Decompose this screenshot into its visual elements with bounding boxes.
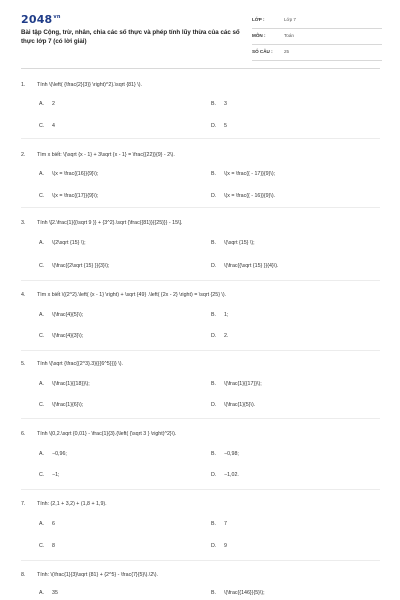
option-letter: B.: [211, 590, 217, 596]
meta-label: LỚP :: [252, 17, 265, 22]
option-text: \(\sqrt {15} \);: [224, 240, 255, 246]
question-stem: [21, 431, 381, 437]
option-text: 1;: [224, 312, 229, 318]
option-text: \(x = \frac{{17}}{9}\);: [52, 193, 99, 199]
question-stem: [21, 292, 381, 298]
option-letter: B.: [211, 312, 217, 318]
question-divider: [21, 560, 380, 561]
site-logo[interactable]: $2048^{vn}$: [21, 13, 61, 26]
question-text: Tính \(\sqrt {\frac{{2^3}.3}{{{6^5}}}} \).: [37, 361, 123, 367]
document-header: [0, 0, 400, 62]
option-letter: B.: [211, 521, 217, 527]
option-b[interactable]: [211, 312, 228, 318]
option-text: \(\frac{{2\sqrt {15} }}{3}\);: [52, 263, 110, 269]
question-stem: [21, 361, 381, 367]
meta-value: Lớp 7: [284, 17, 296, 22]
option-letter: D.: [211, 543, 217, 549]
option-b[interactable]: [211, 101, 227, 107]
option-a[interactable]: [39, 101, 55, 107]
option-c[interactable]: [39, 543, 55, 549]
option-text: \(x = \frac{{ - 17}}{9}\);: [224, 171, 276, 177]
option-a[interactable]: [39, 171, 98, 177]
question-divider: [21, 138, 380, 139]
question-number: 1.: [21, 82, 26, 88]
question-divider: [21, 418, 380, 419]
option-letter: D.: [211, 123, 217, 129]
option-d[interactable]: [211, 263, 278, 269]
question-number: 8.: [21, 572, 26, 578]
option-letter: B.: [211, 381, 217, 387]
question-divider: [21, 489, 380, 490]
option-letter: C.: [39, 123, 45, 129]
option-text: 9: [224, 543, 227, 549]
option-letter: C.: [39, 333, 45, 339]
option-letter: A.: [39, 171, 45, 177]
meta-value: 25: [284, 49, 290, 54]
option-letter: D.: [211, 333, 217, 339]
question-stem: [21, 501, 381, 507]
option-a[interactable]: [39, 381, 90, 387]
option-text: 7: [224, 521, 227, 527]
option-text: 8: [52, 543, 55, 549]
meta-value: Toán: [284, 33, 294, 38]
question-stem: [21, 220, 381, 226]
option-b[interactable]: [211, 240, 255, 246]
option-letter: A.: [39, 101, 45, 107]
question-text: Tính: (2,1 + 3,2) + (1,8 + 1,9).: [37, 501, 107, 507]
option-letter: A.: [39, 451, 45, 457]
option-letter: D.: [211, 193, 217, 199]
question-text: Tính \(\left( {\frac{2}{3}} \right)^2}.\sqrt {81} \).: [37, 82, 142, 88]
option-b[interactable]: [211, 171, 275, 177]
option-text: −1,02.: [224, 472, 239, 478]
question-divider: [21, 350, 380, 351]
option-text: \(\frac{1}{5}\).: [224, 402, 256, 408]
option-d[interactable]: [211, 193, 275, 199]
option-a[interactable]: [39, 240, 86, 246]
option-text: 2.: [224, 333, 229, 339]
header-divider: [21, 68, 380, 69]
option-text: 2: [52, 101, 55, 107]
option-letter: C.: [39, 263, 45, 269]
logo-suffix: vn: [53, 14, 61, 21]
option-d[interactable]: [211, 333, 228, 339]
question-number: 4.: [21, 292, 26, 298]
meta-panel: [252, 16, 382, 64]
option-letter: C.: [39, 543, 45, 549]
option-letter: D.: [211, 402, 217, 408]
question-number: 5.: [21, 361, 26, 367]
option-c[interactable]: [39, 333, 83, 339]
option-text: −1;: [52, 472, 60, 478]
option-letter: C.: [39, 402, 45, 408]
option-letter: A.: [39, 590, 45, 596]
meta-row-grade: [252, 16, 382, 29]
option-c[interactable]: [39, 263, 109, 269]
option-b[interactable]: [211, 451, 239, 457]
option-text: \(\frac{1}{{17}}\);: [224, 381, 262, 387]
option-text: \(\frac{{\sqrt {15} }}{4}\).: [224, 263, 279, 269]
option-text: 4: [52, 123, 55, 129]
option-letter: B.: [211, 171, 217, 177]
meta-label: SỐ CÂU :: [252, 49, 273, 54]
option-letter: A.: [39, 381, 45, 387]
question-text: Tính \[2.\frac{1}{{\sqrt 9 }} + {3^2}.\sqrt {\frac{{81}}{{25}}} - 15\].: [37, 220, 183, 226]
option-text: 3: [224, 101, 227, 107]
option-text: \(\frac{{146}}{5}\);: [224, 590, 265, 596]
question-stem: [21, 572, 381, 578]
option-text: \(\frac{4}{5}\);: [52, 312, 84, 318]
option-d[interactable]: [211, 123, 227, 129]
question-text: Tìm x biết: \(\sqrt {x - 1} + 3\sqrt {x - 1} = \frac{{22}}{9} - 2\).: [37, 152, 175, 158]
question-stem: [21, 82, 381, 88]
question-text: Tính \(0,2.\sqrt {0,01} - \frac{1}{3}.{\left( {\sqrt 3 } \right)^2}\).: [37, 431, 177, 437]
option-a[interactable]: [39, 521, 55, 527]
question-stem: [21, 152, 381, 158]
option-b[interactable]: [211, 521, 227, 527]
option-letter: D.: [211, 263, 217, 269]
document-title: Bài tập Cộng, trừ, nhân, chia các số thực và phép tính lũy thừa của các số thực lớp 7 (có lời giải): [21, 29, 240, 45]
option-letter: A.: [39, 521, 45, 527]
option-letter: C.: [39, 193, 45, 199]
option-b[interactable]: [211, 381, 262, 387]
option-letter: A.: [39, 312, 45, 318]
option-b[interactable]: [211, 590, 265, 596]
meta-row-subject: [252, 32, 382, 45]
option-text: \(\frac{4}{3}\);: [52, 333, 84, 339]
option-letter: D.: [211, 472, 217, 478]
option-a[interactable]: [39, 312, 83, 318]
option-d[interactable]: [211, 472, 239, 478]
option-text: 35: [52, 590, 58, 596]
option-text: \(x = \frac{{ - 16}}{9}\).: [224, 193, 276, 199]
option-text: \(\frac{1}{6}\);: [52, 402, 84, 408]
option-text: 6: [52, 521, 55, 527]
option-letter: B.: [211, 101, 217, 107]
question-number: 3.: [21, 220, 26, 226]
option-text: \(x = \frac{{16}}{9}\);: [52, 171, 99, 177]
option-text: 5: [224, 123, 227, 129]
option-text: \(\frac{1}{{18}}\);: [52, 381, 90, 387]
option-c[interactable]: [39, 123, 55, 129]
option-letter: B.: [211, 451, 217, 457]
option-c[interactable]: [39, 402, 83, 408]
question-number: 2.: [21, 152, 26, 158]
option-text: −0,96;: [52, 451, 67, 457]
question-divider: [21, 280, 380, 281]
option-d[interactable]: [211, 543, 227, 549]
option-c[interactable]: [39, 472, 60, 478]
option-c[interactable]: [39, 193, 98, 199]
question-text: Tính: \(\frac{1}{3}\sqrt {81} + {2^5} - \frac{7}{5}\).\2\).: [37, 572, 159, 578]
option-text: −0,98;: [224, 451, 239, 457]
meta-label: MÔN :: [252, 33, 266, 38]
option-letter: A.: [39, 240, 45, 246]
question-number: 6.: [21, 431, 26, 437]
question-divider: [21, 207, 380, 208]
option-a[interactable]: [39, 590, 58, 596]
option-a[interactable]: [39, 451, 67, 457]
meta-row-count: [252, 48, 382, 61]
option-d[interactable]: [211, 402, 255, 408]
question-number: 7.: [21, 501, 26, 507]
option-letter: C.: [39, 472, 45, 478]
option-text: \(2\sqrt {15} \);: [52, 240, 86, 246]
option-letter: B.: [211, 240, 217, 246]
question-text: Tìm x biết \({2^2}.\left( {x - 1} \right) + \sqrt {49} .\left( {2x - 2} \right) = \sqrt {25} \).: [37, 292, 227, 298]
